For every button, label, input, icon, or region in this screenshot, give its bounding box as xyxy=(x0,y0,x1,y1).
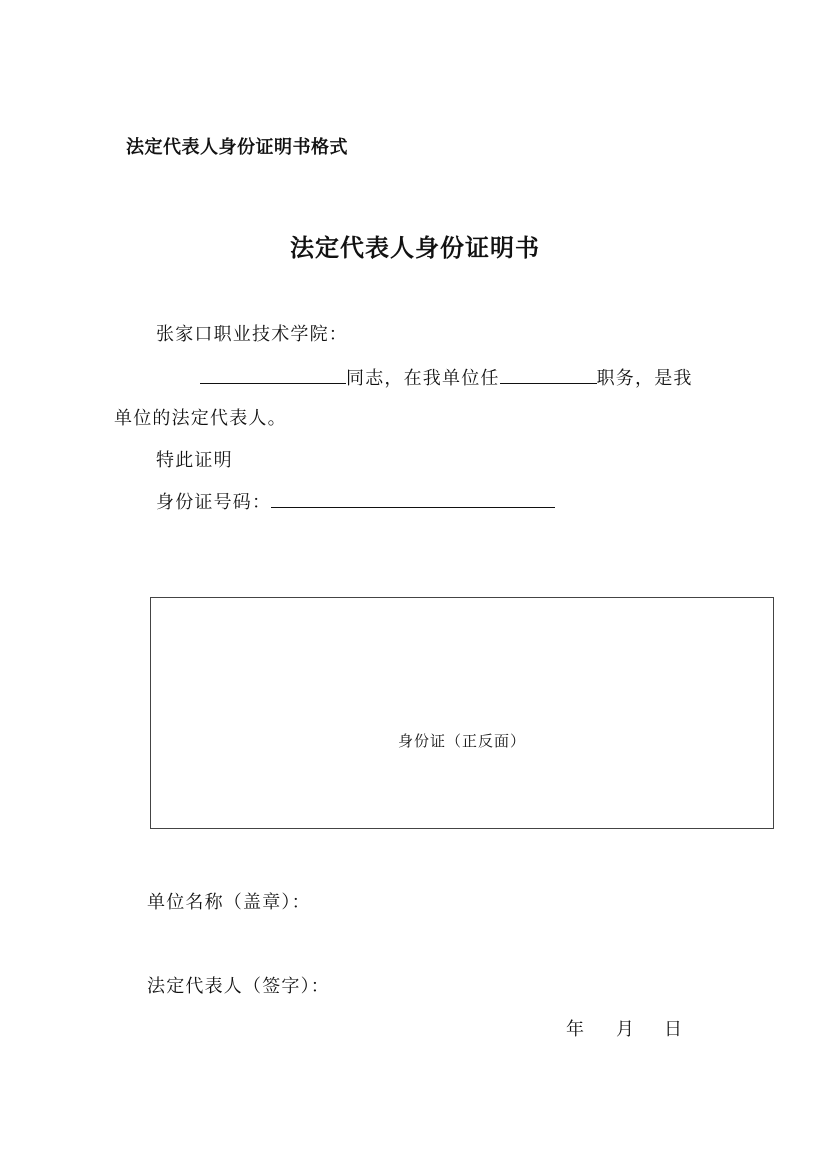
document-title: 法定代表人身份证明书 xyxy=(290,233,540,262)
id-number-label: 身份证号码： xyxy=(156,492,272,513)
appointment-text-2: 职务，是我 xyxy=(596,368,693,389)
position-blank[interactable] xyxy=(500,365,597,384)
section-heading: 法定代表人身份证明书格式 xyxy=(126,137,348,158)
id-number-line xyxy=(156,488,555,514)
addressee: 张家口职业技术学院： xyxy=(156,324,348,345)
appointment-line-continued: 单位的法定代表人。 xyxy=(114,408,287,429)
date-year: 年 xyxy=(566,1019,584,1040)
appointment-line xyxy=(200,364,693,390)
legal-rep-signature-label: 法定代表人（签字）： xyxy=(147,976,330,997)
name-blank[interactable] xyxy=(200,365,346,384)
unit-name-label: 单位名称（盖章）： xyxy=(147,892,311,913)
appointment-text-1: 同志，在我单位任 xyxy=(346,368,500,389)
id-card-box-label: 身份证（正反面） xyxy=(397,732,526,750)
id-card-box xyxy=(150,597,774,829)
certify-text: 特此证明 xyxy=(156,450,233,471)
date-month: 月 xyxy=(616,1019,634,1040)
id-number-blank[interactable] xyxy=(271,489,555,508)
date-day: 日 xyxy=(664,1019,682,1040)
